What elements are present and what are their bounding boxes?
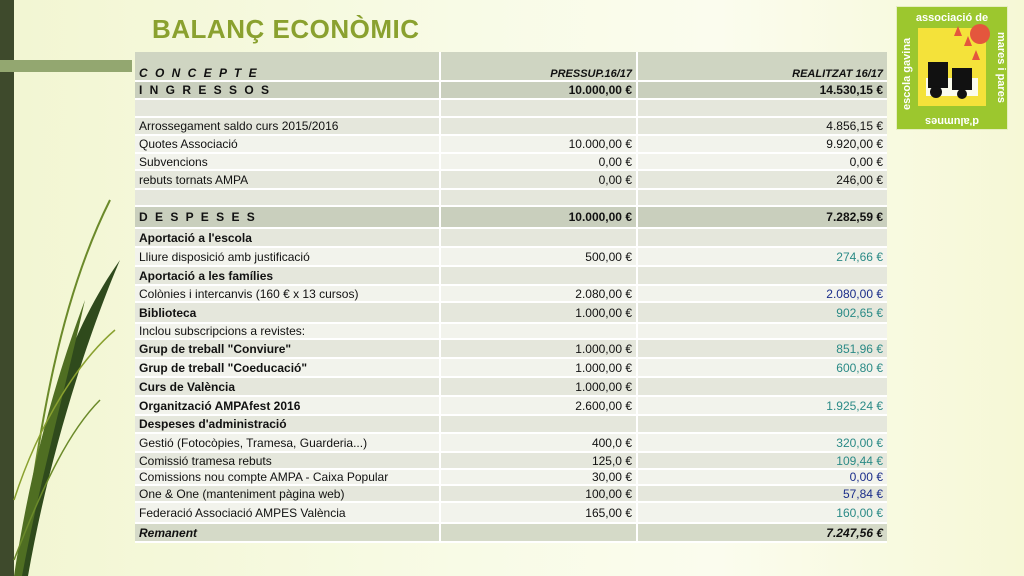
row-concept: Colònies i intercanvis (160 € x 13 cursos) bbox=[135, 285, 440, 302]
row-concept: Comissions nou compte AMPA - Caixa Popular bbox=[135, 469, 440, 485]
table-row bbox=[135, 523, 887, 542]
row-concept: Quotes Associació bbox=[135, 135, 440, 153]
row-budget: 10.000,00 € bbox=[440, 206, 637, 228]
table-row bbox=[135, 81, 887, 99]
row-budget: 100,00 € bbox=[440, 485, 637, 502]
logo-right-text: mares i pares bbox=[995, 32, 1007, 103]
row-concept bbox=[135, 99, 440, 117]
row-budget: 400,0 € bbox=[440, 433, 637, 452]
header-budget: PRESSUP.16/17 bbox=[440, 52, 637, 81]
table-row bbox=[135, 502, 887, 523]
table-row bbox=[135, 285, 887, 302]
row-budget: 1.000,00 € bbox=[440, 339, 637, 358]
header-actual: REALITZAT 16/17 bbox=[637, 52, 887, 81]
row-budget bbox=[440, 99, 637, 117]
row-concept: Lliure disposició amb justificació bbox=[135, 247, 440, 266]
table-row bbox=[135, 302, 887, 323]
row-actual: 109,44 € bbox=[637, 452, 887, 469]
row-concept: Federació Associació AMPES València bbox=[135, 502, 440, 523]
table-row bbox=[135, 377, 887, 396]
table-row bbox=[135, 117, 887, 135]
table-row bbox=[135, 153, 887, 170]
row-actual bbox=[637, 266, 887, 285]
row-actual: 4.856,15 € bbox=[637, 117, 887, 135]
row-actual: 851,96 € bbox=[637, 339, 887, 358]
row-actual: 1.925,24 € bbox=[637, 396, 887, 415]
row-actual: 0,00 € bbox=[637, 469, 887, 485]
row-concept: rebuts tornats AMPA bbox=[135, 170, 440, 189]
row-concept: Subvencions bbox=[135, 153, 440, 170]
row-concept: Inclou subscripcions a revistes: bbox=[135, 323, 440, 339]
logo-bottom-text: d'alumnes bbox=[925, 115, 979, 127]
table-row bbox=[135, 170, 887, 189]
row-actual bbox=[637, 228, 887, 247]
row-budget: 1.000,00 € bbox=[440, 377, 637, 396]
row-concept: Remanent bbox=[135, 523, 440, 542]
table-row bbox=[135, 189, 887, 206]
table-row bbox=[135, 358, 887, 377]
row-budget: 10.000,00 € bbox=[440, 135, 637, 153]
logo-left-text: escola gavina bbox=[901, 37, 913, 110]
row-actual: 2.080,00 € bbox=[637, 285, 887, 302]
row-budget bbox=[440, 228, 637, 247]
table-row bbox=[135, 135, 887, 153]
row-concept: Gestió (Fotocòpies, Tramesa, Guarderia...) bbox=[135, 433, 440, 452]
row-budget bbox=[440, 415, 637, 433]
row-concept: Aportació a les famílies bbox=[135, 266, 440, 285]
row-budget bbox=[440, 189, 637, 206]
row-budget bbox=[440, 323, 637, 339]
table-row bbox=[135, 469, 887, 485]
row-concept: Grup de treball "Coeducació" bbox=[135, 358, 440, 377]
row-concept: Despeses d'administració bbox=[135, 415, 440, 433]
row-actual bbox=[637, 323, 887, 339]
table-row bbox=[135, 206, 887, 228]
row-concept: I N G R E S S O S bbox=[135, 81, 440, 99]
row-concept: Organització AMPAfest 2016 bbox=[135, 396, 440, 415]
row-budget: 2.080,00 € bbox=[440, 285, 637, 302]
decorative-leaves bbox=[0, 0, 140, 576]
table-row bbox=[135, 323, 887, 339]
row-budget: 1.000,00 € bbox=[440, 302, 637, 323]
budget-table bbox=[135, 52, 887, 543]
row-concept: One & One (manteniment pàgina web) bbox=[135, 485, 440, 502]
row-budget: 0,00 € bbox=[440, 153, 637, 170]
row-concept: Grup de treball "Conviure" bbox=[135, 339, 440, 358]
row-actual bbox=[637, 189, 887, 206]
row-budget: 125,0 € bbox=[440, 452, 637, 469]
table-row bbox=[135, 339, 887, 358]
row-concept: D E S P E S E S bbox=[135, 206, 440, 228]
row-actual: 274,66 € bbox=[637, 247, 887, 266]
row-budget bbox=[440, 523, 637, 542]
row-budget: 10.000,00 € bbox=[440, 81, 637, 99]
row-budget: 165,00 € bbox=[440, 502, 637, 523]
row-actual bbox=[637, 377, 887, 396]
table-row bbox=[135, 452, 887, 469]
row-budget: 0,00 € bbox=[440, 170, 637, 189]
association-logo bbox=[896, 6, 1008, 130]
row-actual: 7.282,59 € bbox=[637, 206, 887, 228]
row-actual: 0,00 € bbox=[637, 153, 887, 170]
row-concept: Comissió tramesa rebuts bbox=[135, 452, 440, 469]
row-budget bbox=[440, 117, 637, 135]
table-row bbox=[135, 266, 887, 285]
table-row bbox=[135, 485, 887, 502]
row-actual: 57,84 € bbox=[637, 485, 887, 502]
row-budget: 30,00 € bbox=[440, 469, 637, 485]
row-actual: 246,00 € bbox=[637, 170, 887, 189]
row-budget bbox=[440, 266, 637, 285]
row-concept: Biblioteca bbox=[135, 302, 440, 323]
row-concept: Curs de València bbox=[135, 377, 440, 396]
header-concept: C O N C E P T E bbox=[135, 52, 440, 81]
row-concept: Arrossegament saldo curs 2015/2016 bbox=[135, 117, 440, 135]
row-actual: 14.530,15 € bbox=[637, 81, 887, 99]
row-actual: 600,80 € bbox=[637, 358, 887, 377]
table-row bbox=[135, 433, 887, 452]
row-budget: 1.000,00 € bbox=[440, 358, 637, 377]
table-header-row bbox=[135, 52, 887, 81]
row-concept bbox=[135, 189, 440, 206]
row-concept: Aportació a l'escola bbox=[135, 228, 440, 247]
row-actual bbox=[637, 99, 887, 117]
logo-top-text: associació de bbox=[915, 12, 989, 24]
row-actual: 320,00 € bbox=[637, 433, 887, 452]
row-actual: 902,65 € bbox=[637, 302, 887, 323]
table-row bbox=[135, 247, 887, 266]
row-budget: 2.600,00 € bbox=[440, 396, 637, 415]
table-row bbox=[135, 415, 887, 433]
row-actual bbox=[637, 415, 887, 433]
table-row bbox=[135, 396, 887, 415]
row-actual: 9.920,00 € bbox=[637, 135, 887, 153]
row-budget: 500,00 € bbox=[440, 247, 637, 266]
row-actual: 160,00 € bbox=[637, 502, 887, 523]
table-row bbox=[135, 99, 887, 117]
page-title: BALANÇ ECONÒMIC bbox=[152, 14, 420, 44]
table-row bbox=[135, 228, 887, 247]
row-actual: 7.247,56 € bbox=[637, 523, 887, 542]
